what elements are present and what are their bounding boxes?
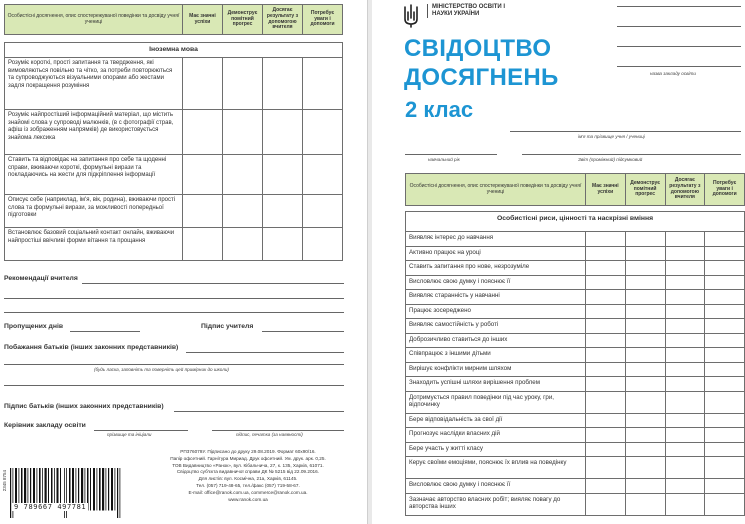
mark-cell[interactable] (586, 261, 626, 276)
mark-cell[interactable] (665, 362, 705, 377)
mark-cell[interactable] (625, 457, 665, 479)
mark-cell[interactable] (625, 261, 665, 276)
document-title (404, 34, 559, 93)
head-label: Керівник закладу освіти (4, 422, 86, 429)
mark-cell[interactable] (263, 195, 303, 228)
imprint-line: РП376079У. Підписано до друку 29.08.2019. Формат 60х90/16. (180, 449, 316, 454)
mark-cell[interactable] (223, 58, 263, 110)
report-type-line[interactable] (522, 154, 741, 155)
mark-cell[interactable] (586, 377, 626, 392)
mark-cell[interactable] (303, 155, 343, 195)
table-row (406, 246, 745, 261)
table-row (5, 155, 343, 195)
head-name-field[interactable] (94, 430, 188, 431)
trident-emblem-icon (402, 4, 420, 28)
header-col-needs-attention: Потребує уваги і допомоги (303, 5, 343, 35)
mark-cell[interactable] (303, 58, 343, 110)
grade-title: 2 клас (405, 97, 474, 122)
left-header (4, 4, 343, 35)
mark-cell[interactable] (665, 304, 705, 319)
mark-cell[interactable] (665, 290, 705, 305)
row-text: Керує своїми емоціями, пояснює їх вплив на поведінку (406, 457, 586, 479)
ministry-name: МІНІСТЕРСТВО ОСВІТИ І НАУКИ УКРАЇНИ (427, 4, 517, 18)
mark-cell[interactable] (263, 58, 303, 110)
mark-cell[interactable] (705, 290, 745, 305)
row-text: Висловлює свою думку і пояснює її (406, 275, 586, 290)
right-header (405, 173, 745, 206)
table-row (406, 442, 745, 457)
mark-cell[interactable] (665, 442, 705, 457)
recommendations-line[interactable] (4, 312, 344, 313)
mark-cell[interactable] (625, 391, 665, 413)
parents-wishes-line[interactable] (4, 385, 344, 386)
mark-cell[interactable] (625, 413, 665, 428)
mark-cell[interactable] (183, 228, 223, 261)
parents-wishes-label: Побажання батьків (інших законних представників) (4, 344, 179, 351)
mark-cell[interactable] (625, 479, 665, 494)
mark-cell[interactable] (183, 58, 223, 110)
row-text: Дотримується правил поведінки під час уроку, гри, відпочинку (406, 391, 586, 413)
student-name-line[interactable] (510, 131, 741, 132)
imprint-line: Тел. (057) 719-48-65, тел./факс (057) 719-58-67. (196, 483, 300, 489)
mark-cell[interactable] (586, 348, 626, 363)
mark-cell[interactable] (665, 391, 705, 413)
mark-cell[interactable] (665, 246, 705, 261)
left-page (0, 0, 368, 524)
left-eval-table (4, 42, 343, 261)
mark-cell[interactable] (705, 362, 745, 377)
mark-cell[interactable] (183, 155, 223, 195)
row-text: Виявляє інтерес до навчання (406, 232, 586, 247)
mark-cell[interactable] (665, 377, 705, 392)
teacher-signature-label: Підпис учителя (201, 323, 254, 330)
mark-cell[interactable] (223, 110, 263, 155)
mark-cell[interactable] (705, 232, 745, 247)
row-text: Встановлює базовий соціальний контакт онлайн, вживаючи найпростіші ввічливі форми вітання та прощання (5, 228, 183, 261)
mark-cell[interactable] (705, 457, 745, 479)
table-row (406, 319, 745, 334)
mark-cell[interactable] (625, 304, 665, 319)
mark-cell[interactable] (705, 428, 745, 443)
mark-cell[interactable] (705, 479, 745, 494)
missed-days-field[interactable] (70, 331, 140, 332)
mark-cell[interactable] (665, 232, 705, 247)
mark-cell[interactable] (183, 110, 223, 155)
table-row (5, 228, 343, 261)
recommendations-label: Рекомендації вчителя (4, 275, 78, 282)
mark-cell[interactable] (665, 275, 705, 290)
row-text: Виявляє старанність у навчанні (406, 290, 586, 305)
report-caption: Звіт (проміжний) підсумковий (578, 157, 643, 162)
row-text: Ставить запитання про нове, незрозуміле (406, 261, 586, 276)
barcode-number: 9 789667 497781 (14, 503, 87, 511)
mark-cell[interactable] (223, 228, 263, 261)
header-col-needs-attention: Потребує уваги і допомоги (705, 174, 745, 206)
mark-cell[interactable] (625, 442, 665, 457)
mark-cell[interactable] (665, 428, 705, 443)
right-eval-table (405, 211, 745, 516)
mark-cell[interactable] (586, 493, 626, 515)
mark-cell[interactable] (183, 195, 223, 228)
mark-cell[interactable] (625, 428, 665, 443)
table-row (5, 58, 343, 110)
table-row (406, 377, 745, 392)
mark-cell[interactable] (625, 275, 665, 290)
row-text: Розуміє найпростіший інформаційний матеріал, що містить знайомі слова у супроводі малюнків, (в с фотографії страв, афіш із зображенням напрямків) де використовується знайома лексика (5, 110, 183, 155)
student-caption: ім'я та прізвище учня / учениці (578, 134, 645, 139)
mark-cell[interactable] (586, 304, 626, 319)
school-name-line[interactable] (617, 46, 741, 47)
mark-cell[interactable] (586, 479, 626, 494)
row-text: Прогнозує наслідки власних дій (406, 428, 586, 443)
mark-cell[interactable] (263, 228, 303, 261)
row-text: Бере участь у житті класу (406, 442, 586, 457)
row-text: Вирішує конфлікти мирним шляхом (406, 362, 586, 377)
title-line-1: СВІДОЦТВО (404, 35, 552, 62)
mark-cell[interactable] (705, 246, 745, 261)
mark-cell[interactable] (665, 261, 705, 276)
mark-cell[interactable] (303, 228, 343, 261)
mark-cell[interactable] (665, 333, 705, 348)
header-col-progress: Демонструє помітний прогрес (625, 174, 665, 206)
mark-cell[interactable] (625, 290, 665, 305)
mark-cell[interactable] (665, 493, 705, 515)
mark-cell[interactable] (586, 232, 626, 247)
row-text: Зазначає авторство власних робіт; вияляє повагу до авторства інших (406, 493, 586, 515)
stamp-note: підпис, печатка (за наявності) (236, 432, 303, 437)
mark-cell[interactable] (586, 319, 626, 334)
mark-cell[interactable] (665, 479, 705, 494)
mark-cell[interactable] (303, 195, 343, 228)
mark-cell[interactable] (705, 413, 745, 428)
row-text: Співпрацює з іншими дітьми (406, 348, 586, 363)
header-col-main: Особистісні досягнення, опис спостережуваної поведінки та досвіду учня/учениці (406, 174, 586, 206)
row-text: Ставить та відповідає на запитання про себе та щоденні справи, вживаючи короткі, формульні вирази та покладаючись на жести для підкріплення інформації (5, 155, 183, 195)
row-text: Працює зосереджено (406, 304, 586, 319)
mark-cell[interactable] (625, 333, 665, 348)
header-col-significant: Має значні успіхи (586, 174, 626, 206)
parents-wishes-line[interactable] (186, 352, 344, 353)
mark-cell[interactable] (586, 428, 626, 443)
mark-cell[interactable] (625, 232, 665, 247)
mark-cell[interactable] (665, 348, 705, 363)
title-line-2: ДОСЯГНЕНЬ (404, 64, 559, 92)
table-row (406, 261, 745, 276)
parents-wishes-line[interactable] (4, 364, 344, 365)
mark-cell[interactable] (586, 442, 626, 457)
mark-cell[interactable] (586, 275, 626, 290)
row-text: Знаходить успішні шляхи вирішення проблем (406, 377, 586, 392)
section-title: Іноземна мова (5, 43, 343, 58)
mark-cell[interactable] (586, 457, 626, 479)
header-col-main: Особистісні досягнення, опис спостережуваної поведінки та досвіду учня/учениці (5, 5, 183, 35)
header-col-with-help: Досягає результату з допомогою вчителя (263, 5, 303, 35)
mark-cell[interactable] (665, 457, 705, 479)
mark-cell[interactable] (625, 362, 665, 377)
row-text: Розуміє короткі, прості запитання та твердження, які вимовляються повільно та чітко, за потреби повторюються та супроводжуються візуальними опорами або жестами задля покращення розуміння (5, 58, 183, 110)
teacher-signature-field[interactable] (262, 331, 344, 332)
school-year-line[interactable] (405, 154, 497, 155)
mark-cell[interactable] (705, 493, 745, 515)
mark-cell[interactable] (625, 348, 665, 363)
mark-cell[interactable] (223, 155, 263, 195)
table-row (406, 493, 745, 515)
row-text: Активно працює на уроці (406, 246, 586, 261)
row-text: Бере відповідальність за свої дії (406, 413, 586, 428)
table-row (406, 479, 745, 494)
imprint-line: Свідоцтво суб'єкта видавничої справи ДК № 5215 від 22.09.2016. (176, 469, 320, 475)
header-col-progress: Демонструє помітний прогрес (223, 5, 263, 35)
row-text: Описує себе (наприклад, ім'я, вік, родина), вживаючи прості слова та формульні вирази, за можливості попередньої підготовки (5, 195, 183, 228)
mark-cell[interactable] (665, 319, 705, 334)
mark-cell[interactable] (705, 333, 745, 348)
mark-cell[interactable] (705, 377, 745, 392)
header-col-with-help: Досягає результату з допомогою вчителя (665, 174, 705, 206)
school-name-line[interactable] (617, 66, 741, 67)
mark-cell[interactable] (586, 290, 626, 305)
row-text: Виявляє самостійність у роботі (406, 319, 586, 334)
return-note: (будь ласка, заповніть та поверніть цей примірник до школи) (94, 367, 229, 372)
table-row (406, 362, 745, 377)
mark-cell[interactable] (705, 442, 745, 457)
mark-cell[interactable] (705, 348, 745, 363)
row-text: Висловлює свою думку і пояснює її (406, 479, 586, 494)
mark-cell[interactable] (625, 246, 665, 261)
barcode-side-number: 2345 8754 (2, 470, 7, 492)
imprint-line: Для листів: вул. Космічна, 21а, Харків, 61145. (198, 476, 298, 482)
table-row (406, 391, 745, 413)
header-col-significant: Має значні успіхи (183, 5, 223, 35)
mark-cell[interactable] (705, 261, 745, 276)
table-row (406, 457, 745, 479)
mark-cell[interactable] (263, 155, 303, 195)
mark-cell[interactable] (705, 391, 745, 413)
table-row (406, 333, 745, 348)
mark-cell[interactable] (705, 319, 745, 334)
table-row (406, 275, 745, 290)
table-row (406, 290, 745, 305)
mark-cell[interactable] (586, 413, 626, 428)
imprint-line: Папір офсетний. Гарнітура Mириад. Друк офсетний. Ум. друк. арк. 0,25. (170, 455, 326, 461)
initials-note: прізвище та ініціали (107, 432, 152, 437)
mark-cell[interactable] (303, 110, 343, 155)
imprint-line: ТОВ Видавництво «Ранок», вул. Кібальчича, 27, к. 135, Харків, 61071. (172, 462, 324, 468)
school-caption: назва закладу освіти (650, 71, 696, 76)
mark-cell[interactable] (705, 304, 745, 319)
mark-cell[interactable] (586, 391, 626, 413)
table-row (406, 232, 745, 247)
year-caption: навчальний рік (428, 157, 460, 162)
imprint (130, 449, 366, 504)
mark-cell[interactable] (586, 362, 626, 377)
mark-cell[interactable] (586, 246, 626, 261)
imprint-line: E-mail: office@ranok.com.ua, commerce@ranok.com.ua. (188, 489, 308, 495)
mark-cell[interactable] (625, 319, 665, 334)
mark-cell[interactable] (665, 413, 705, 428)
table-row (406, 304, 745, 319)
mark-cell[interactable] (625, 493, 665, 515)
row-text: Доброзичливо ставиться до інших (406, 333, 586, 348)
table-row (5, 110, 343, 155)
parents-signature-field[interactable] (174, 411, 344, 412)
table-row (406, 428, 745, 443)
missed-days-label: Пропущених днів (4, 323, 64, 330)
mark-cell[interactable] (705, 275, 745, 290)
imprint-line: www.ranok.com.ua (228, 496, 268, 502)
mark-cell[interactable] (263, 110, 303, 155)
head-stamp-field[interactable] (212, 430, 344, 431)
school-name-line[interactable] (617, 6, 741, 7)
school-name-line[interactable] (617, 26, 741, 27)
mark-cell[interactable] (625, 377, 665, 392)
table-row (5, 195, 343, 228)
table-row (406, 413, 745, 428)
mark-cell[interactable] (586, 333, 626, 348)
recommendations-line[interactable] (4, 298, 344, 299)
parents-signature-label: Підпис батьків (інших законних представників) (4, 403, 164, 410)
right-page (372, 0, 745, 524)
recommendations-line[interactable] (82, 283, 344, 284)
section-title: Особистісні риси, цінності та наскрізні вміння (406, 212, 745, 232)
table-row (406, 348, 745, 363)
mark-cell[interactable] (223, 195, 263, 228)
